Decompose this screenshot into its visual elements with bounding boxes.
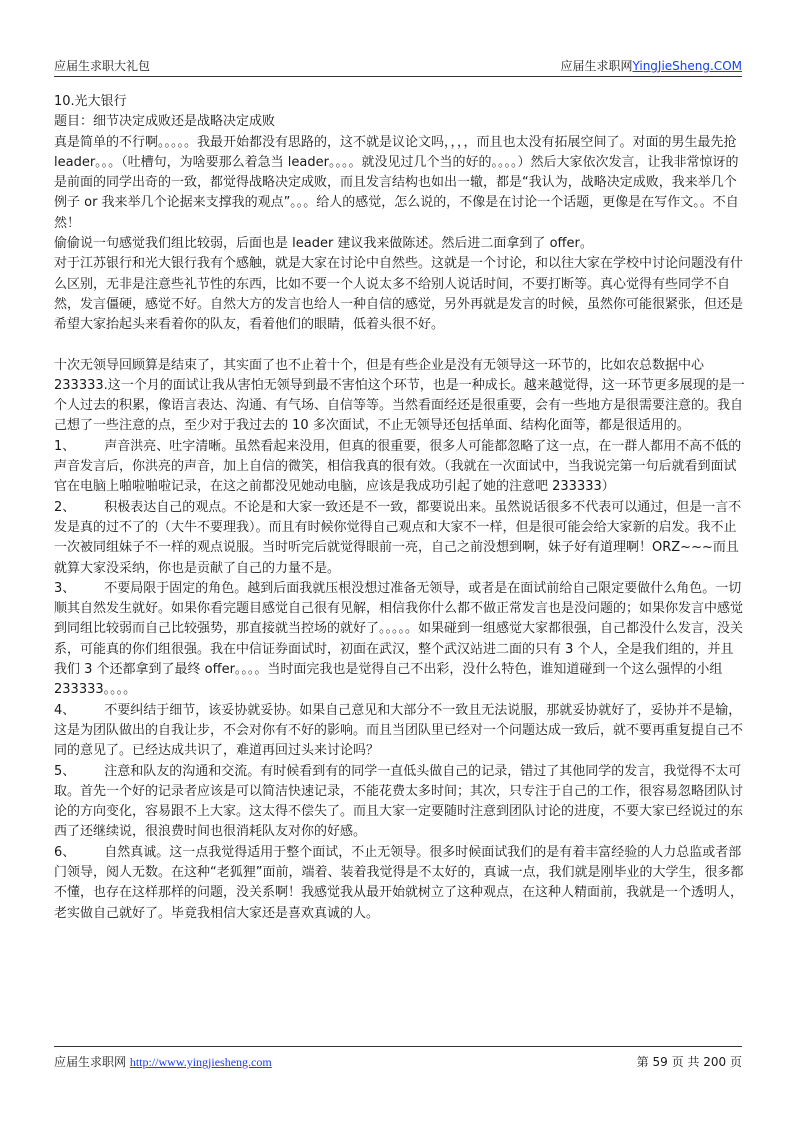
list-item-number: 4、 — [54, 702, 76, 718]
list-item-number: 5、 — [54, 763, 76, 779]
list-item — [54, 762, 746, 843]
footer-site-name: 应届生求职网 — [54, 1055, 130, 1069]
page-header — [54, 54, 742, 77]
footer-site-link[interactable]: http://www.yingjiesheng.com — [129, 1055, 272, 1069]
list-item-text: 不要局限于固定的角色。越到后面我就压根没想过准备无领导，或者是在面试前给自己限定要做什么角色。一切顺其自然发生就好。如果你看完题目感觉自己很有见解，相信我你什么都不做正常发言也是没问题的；如果你发言中感觉到同组比较弱而自己比较强势，那直接就当控场的就好了。。。。。如果碰到一组感觉大家都很强，自己都没什么发言，没关系，可能真的你们组很强。我在中信证券面试时，初面在武汉，整个武汉站进二面的只有 3 个人，全是我们组的，并且我们 3 个还都拿到了最终 offer。。。。当时面完我也是觉得自己不出彩，没什么特色，谁知道碰到一个这么强悍的小组 233333。。。。 — [54, 580, 744, 698]
section-title: 10.光大银行 — [54, 94, 127, 109]
list-item-text: 不要纠结于细节，该妥协就妥协。如果自己意见和大部分不一致且无法说服，那就妥协就好了，妥协并不是输，这是为团队做出的自我让步，不会对你有不好的影响。而且当团队里已经对一个问题达成一致后，就不要再重复提自己不同的意见了。已经达成共识了，难道再回过头来讨论吗？ — [54, 702, 744, 759]
paragraph-1: 真是简单的不行啊。。。。。我最开始都没有思路的，这不就是议论文吗，，，，而且也太没有拓展空间了。对面的男生最先抢 leader。。。（吐槽句，为啥要那么着急当 leader。。。。就没见过几个当的好的。。。。）然后大家依次发言，让我非常惊讶的是前面的同学出奇的一致，都觉得战略决定成败，而且发言结构也如出一辙，都是“我认为，战略决定成败，我来举几个例子 or 我来举几个论据来支撑我的观点”。。。给人的感觉，怎么说的，不像是在讨论一个话题，更像是在写作文。。不自然！ — [54, 134, 739, 231]
list-item — [54, 498, 746, 579]
list-item-text: 声音洪亮、吐字清晰。虽然看起来没用，但真的很重要，很多人可能都忽略了这一点，在一群人都用不高不低的声音发言后，你洪亮的声音，加上自信的微笑，相信我真的很有效。（我就在一次面试中，当我说完第一句后就看到面试官在电脑上啪啦啪啦记录，在这之前都没见她动电脑，应该是我成功引起了她的注意吧 233333） — [54, 438, 742, 495]
document-body — [54, 92, 746, 924]
list-item — [54, 843, 746, 924]
header-site-link[interactable]: YingJieSheng.COM — [632, 59, 742, 73]
page-suffix: 页 — [729, 1055, 742, 1069]
page-total: 200 — [703, 1055, 727, 1069]
header-site — [560, 57, 742, 74]
list-item-text: 自然真诚。这一点我觉得适用于整个面试，不止无领导。很多时候面试我们的是有着丰富经验的人力总监或者部门领导，阅人无数。在这种“老狐狸”面前，端着、装着我觉得是不太好的，真诚一点，我们就是刚毕业的大学生，很多都不懂，也存在这样那样的问题，没关系啊！我感觉我从最开始就树立了这种观点，在这种人精面前，我就是一个透明人，老实做自己就好了。毕竟我相信大家还是喜欢真诚的人。 — [54, 844, 744, 921]
paragraph-3: 对于江苏银行和光大银行我有个感触，就是大家在讨论中自然些。这就是一个讨论，和以往大家在学校中讨论问题没有什么区别，无非是注意些礼节性的东西，比如不要一个人说太多不给别人说话时间，不要打断等。真心觉得有些同学不自然，发言僵硬，感觉不好。自然大方的发言也给人一种自信的感觉，另外再就是发言的时候，虽然你可能很紧张，但还是希望大家抬起头来看着你的队友，看着他们的眼睛，低着头很不好。 — [54, 256, 744, 333]
page-middle: 页 共 — [671, 1055, 700, 1069]
page-prefix: 第 — [636, 1055, 649, 1069]
list-item-text: 注意和队友的沟通和交流。有时候看到有的同学一直低头做自己的记录，错过了其他同学的发言，我觉得不太可取。首先一个好的记录者应该是可以简洁快速记录，不能花费太多时间；其次，只专注于自己的工作，很容易忽略团队讨论的方向变化，容易跟不上大家。这太得不偿失了。而且大家一定要随时注意到团队讨论的进度，不要大家已经说过的东西了还继续说，很浪费时间也很消耗队友对你的好感。 — [54, 763, 744, 840]
list-item-text: 积极表达自己的观点。不论是和大家一致还是不一致，都要说出来。虽然说话很多不代表可以通过，但是一言不发是真的过不了的（大牛不要理我）。而且有时候你觉得自己观点和大家不一样，但是很可能会给大家新的启发。我不止一次被同组妹子不一样的观点说服。当时听完后就觉得眼前一亮，自己之前没想到啊，妹子好有道理啊！ORZ~~~而且就算大家没采纳，你也是贡献了自己的力量不是。 — [54, 499, 742, 576]
page-number — [637, 1053, 742, 1070]
list-item-number: 6、 — [54, 844, 76, 860]
page-current: 59 — [652, 1055, 668, 1069]
page-footer — [54, 1046, 742, 1069]
paragraph-2: 偷偷说一句感觉我们组比较弱，后面也是 leader 建议我来做陈述。然后进二面拿到了 offer。 — [54, 236, 593, 252]
list-item — [54, 437, 746, 498]
paragraph-4: 十次无领导回顾算是结束了，其实面了也不止着十个，但是有些企业是没有无领导这一环节的，比如农总数据中心 233333.这一个月的面试让我从害怕无领导到最不害怕这个环节，也是一种成长。越来越觉得，这一环节更多展现的是一个人过去的积累，像语言表达、沟通、有气场、自信等等。当然看面经还是很重要，会有一些地方是很需要注意的。我自己想了一些注意的点，至少对于我过去的 10 多次面试，不止无领导还包括单面、结构化面等，都是很适用的。 — [54, 357, 745, 434]
list-item — [54, 701, 746, 762]
footer-site — [54, 1053, 272, 1070]
list-item-number: 3、 — [54, 580, 76, 596]
list-item-number: 1、 — [54, 438, 76, 454]
list-item — [54, 579, 746, 701]
header-title: 应届生求职大礼包 — [54, 59, 151, 73]
paragraph-gap — [54, 336, 746, 356]
question-subtitle: 题目：细节决定成败还是战略决定成败 — [54, 114, 276, 130]
list-item-number: 2、 — [54, 499, 76, 515]
header-site-name: 应届生求职网 — [560, 59, 633, 73]
